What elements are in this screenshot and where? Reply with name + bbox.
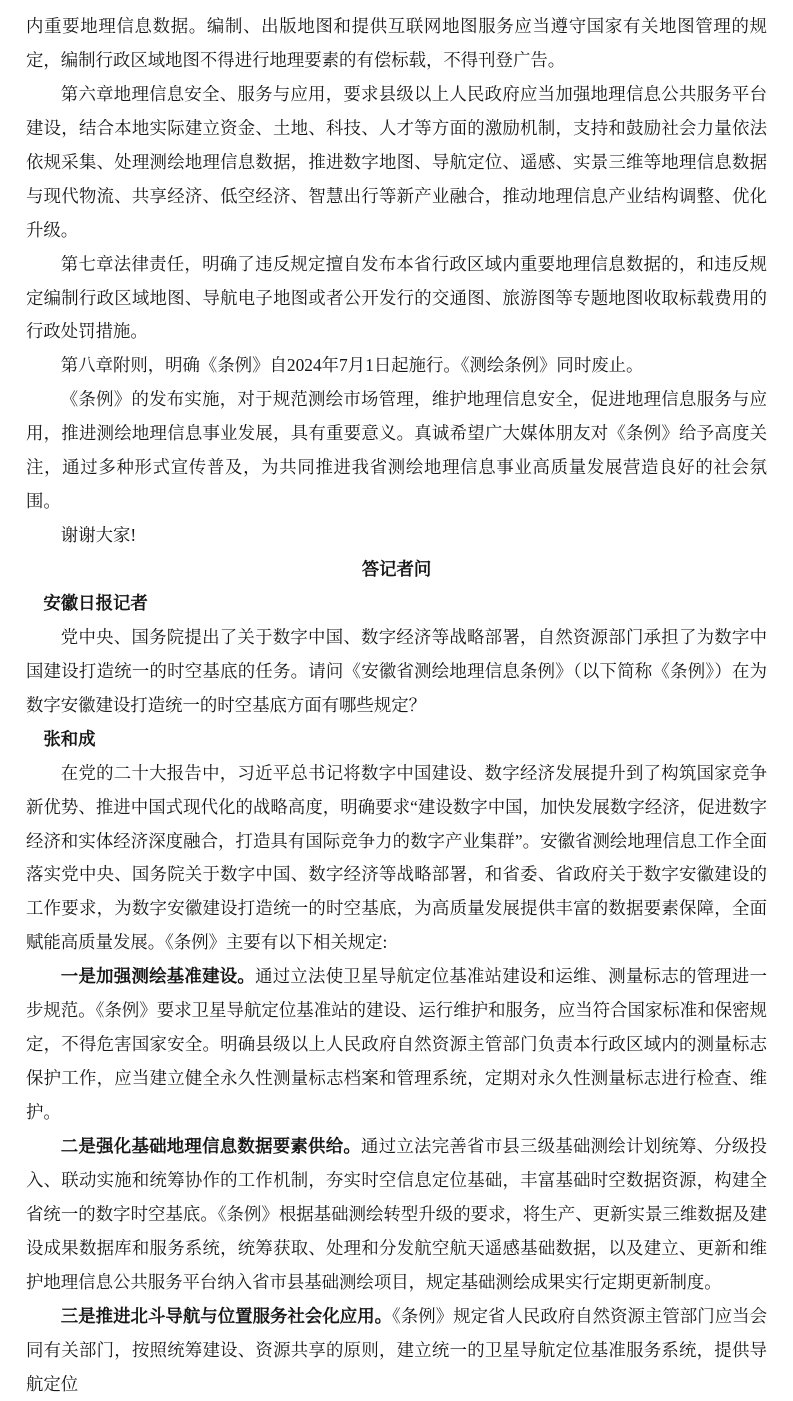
paragraph-chapter-seven: 第七章法律责任，明确了违反规定擅自发布本省行政区域内重要地理信息数据的，和违反规定编制行政区域地图、导航电子地图或者公开发行的交通图、旅游图等专题地图收取标载费用的行政处罚措施。 (26, 253, 767, 342)
answerer-label: 张和成 (43, 728, 96, 749)
reporter-question: 党中央、国务院提出了关于数字中国、数字经济等战略部署，自然资源部门承担了为数字中国建设打造统一的时空基底的任务。请问《安徽省测绘地理信息条例》（以下简称《条例》）在为数字安徽建设打造统一的时空基底方面有哪些规定？ (26, 626, 767, 715)
reporter-label: 安徽日报记者 (43, 592, 148, 613)
point-three (26, 1300, 767, 1394)
point-one-text: 通过立法使卫星导航定位基准站建设和运维、测量标志的管理进一步规范。《条例》要求卫星导航定位基准站的建设、运行维护和服务，应当符合国家标准和保密规定，不得危害国家安全。明确县级以上人民政府自然资源主管部门负责本行政区域内的测量标志保护工作，应当建立健全永久性测量标志档案和管理系统，定期对永久性测量标志进行检查、维护。 (26, 966, 767, 1122)
point-three-lead: 三是推进北斗导航与位置服务社会化应用。 (60, 1305, 393, 1326)
document-body (26, 10, 767, 1394)
paragraph-chapter-six: 第六章地理信息安全、服务与应用，要求县级以上人民政府应当加强地理信息公共服务平台建设，结合本地实际建立资金、土地、科技、人才等方面的激励机制，支持和鼓励社会力量依法依规采集、处理测绘地理信息数据，推进数字地图、导航定位、遥感、实景三维等地理信息数据与现代物流、共享经济、低空经济、智慧出行等新产业融合，推动地理信息产业结构调整、优化升级。 (26, 83, 767, 240)
point-two (26, 1130, 767, 1300)
point-one-lead: 一是加强测绘基准建设。 (60, 966, 256, 987)
point-two-lead: 二是强化基础地理信息数据要素供给。 (60, 1135, 362, 1156)
paragraph-publish-significance: 《条例》的发布实施，对于规范测绘市场管理，维护地理信息安全，促进地理信息服务与应用，推进测绘地理信息事业发展，具有重要意义。真诚希望广大媒体朋友对《条例》给予高度关注，通过多种形式宣传普及，为共同推进我省测绘地理信息事业高质量发展营造良好的社会氛围。 (26, 389, 767, 512)
paragraph-chapter-eight: 第八章附则，明确《条例》自2024年7月1日起施行。《测绘条例》同时废止。 (60, 355, 644, 376)
qa-section-heading: 答记者问 (361, 559, 432, 579)
answer-intro: 在党的二十大报告中，习近平总书记将数字中国建设、数字经济发展提升到了构筑国家竞争新优势、推进中国式现代化的战略高度，明确要求“建设数字中国，加快发展数字经济，促进数字经济和实体经济深度融合，打造具有国际竞争力的数字产业集群”。安徽省测绘地理信息工作全面落实党中央、国务院关于数字中国、数字经济等战略部署，和省委、省政府关于数字安徽建设的工作要求，为数字安徽建设打造统一的时空基底，为高质量发展提供丰富的数据要素保障，全面赋能高质量发展。《条例》主要有以下相关规定: (26, 762, 767, 953)
paragraph-geo-data-regulation: 内重要地理信息数据。编制、出版地图和提供互联网地图服务应当遵守国家有关地图管理的规定，编制行政区域地图不得进行地理要素的有偿标载，不得刊登广告。 (26, 16, 767, 70)
point-one (26, 960, 767, 1130)
point-two-text: 通过立法完善省市县三级基础测绘计划统筹、分级投入、联动实施和统筹协作的工作机制，夯实时空信息定位基础，丰富基础时空数据资源，构建全省统一的数字时空基底。《条例》根据基础测绘转型升级的要求，将生产、更新实景三维数据及建设成果数据库和服务系统，统筹获取、处理和分发航空航天遥感基础数据，以及建立、更新和维护地理信息公共服务平台纳入省市县基础测绘项目，规定基础测绘成果实行定期更新制度。 (26, 1135, 767, 1292)
paragraph-thanks: 谢谢大家! (60, 525, 137, 546)
point-three-text: 《条例》规定省人民政府自然资源主管部门应当会同有关部门，按照统筹建设、资源共享的原则，建立统一的卫星导航定位基准服务系统，提供导航定位 (26, 1305, 767, 1394)
